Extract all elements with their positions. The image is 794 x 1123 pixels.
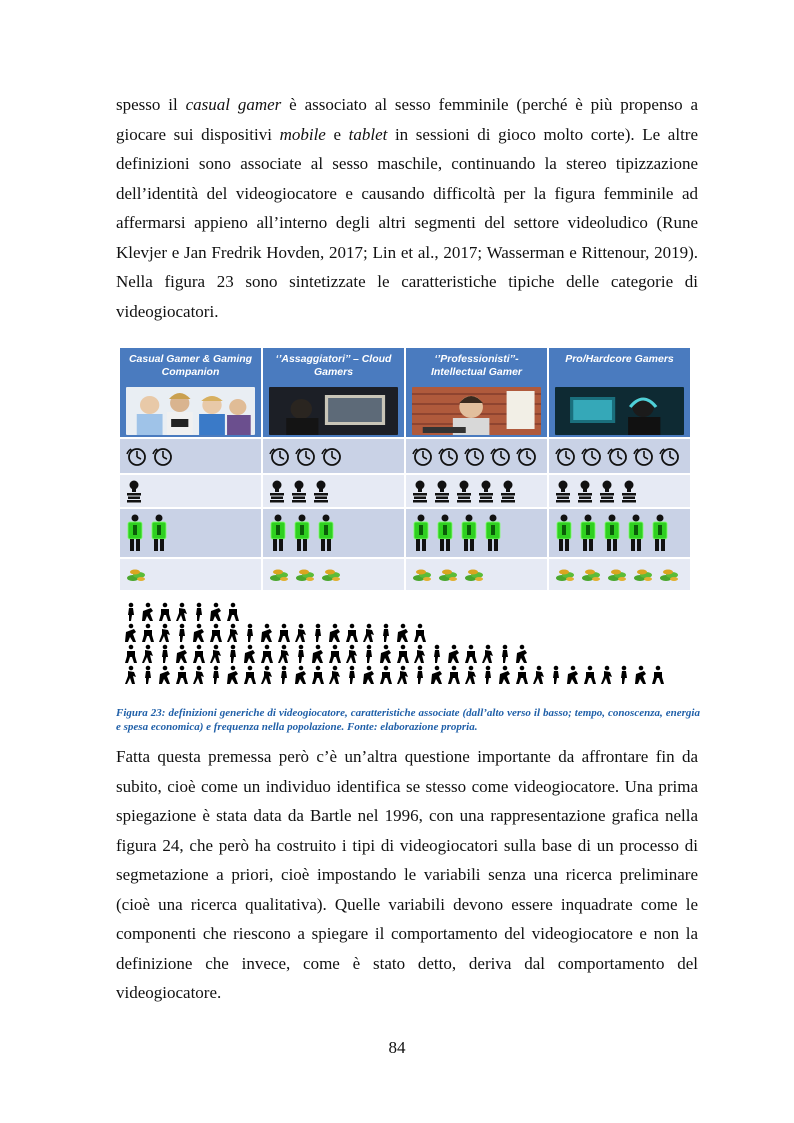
row-time (549, 437, 690, 473)
person-silhouette-icon (162, 645, 168, 663)
person-silhouette-icon (621, 666, 627, 684)
green-battery-person-icon (459, 513, 479, 553)
green-battery-person-icon (578, 513, 598, 553)
person-silhouette-icon (329, 666, 340, 684)
lightbulb-books-icon (477, 479, 495, 503)
green-battery-person-icon (435, 513, 455, 553)
paragraph-1 (116, 90, 698, 326)
green-battery-person-icon (268, 513, 288, 553)
person-silhouette-icon (601, 666, 612, 684)
person-silhouette-icon (227, 624, 238, 642)
column-title: ‘’Assaggiatori’’ – Cloud Gamers (275, 353, 392, 378)
lightbulb-books-icon (499, 479, 517, 503)
stopwatch-icon (658, 445, 680, 467)
person-silhouette-icon (397, 645, 409, 663)
row-time (263, 437, 404, 473)
person-silhouette-icon (176, 666, 188, 684)
person-silhouette-icon (142, 645, 153, 663)
person-silhouette-icon (414, 645, 425, 663)
row-energy (263, 507, 404, 557)
person-silhouette-icon (128, 603, 134, 621)
column-cloud (263, 348, 404, 592)
person-silhouette-icon (363, 666, 374, 684)
stopwatch-icon (437, 445, 459, 467)
column-title: Casual Gamer & Gaming Companion (128, 353, 253, 378)
money-stack-icon (632, 567, 654, 583)
person-silhouette-icon (366, 645, 372, 663)
money-stack-icon (294, 567, 316, 583)
person-silhouette-icon (516, 666, 528, 684)
stopwatch-icon (632, 445, 654, 467)
person-silhouette-icon (295, 666, 306, 684)
column-header (549, 348, 690, 437)
person-silhouette-icon (125, 666, 136, 684)
person-silhouette-icon (584, 666, 596, 684)
paragraph-2: Fatta questa premessa però c’è un’altra questione importante da affrontare fin da subito, cioè come un individuo identifica se stesso come videogiocatore. Una prima spiegazione è stata data da Bartle nel 1996, con una rappresentazione grafica nella figura 24, che però ha costruito i tipi di videogiocatori sulla base di un processo di segmetazione a priori, cioè impostando le variabili senza una ricerca preliminare (cioè una ricerca qualitativa). Quelle variabili devono essere inquadrate come le componenti che riescono a spiegare il comportamento del videogiocatore e non la definizione che invece, come è stato detto, deriva dal comportamento del videogiocatore. (116, 747, 698, 1002)
gamer-categories-figure (120, 348, 690, 592)
stopwatch-icon (554, 445, 576, 467)
lightbulb-books-icon (598, 479, 616, 503)
stopwatch-icon (294, 445, 316, 467)
row-money (120, 557, 261, 590)
casual-gamers-photo (126, 387, 255, 435)
silhouette-row (124, 665, 668, 690)
stopwatch-icon (125, 445, 147, 467)
row-time (120, 437, 261, 473)
person-silhouette-icon (380, 645, 391, 663)
person-silhouette-icon (434, 645, 440, 663)
row-money (263, 557, 404, 590)
stopwatch-icon (489, 445, 511, 467)
person-silhouette-icon (448, 645, 459, 663)
lightbulb-books-icon (576, 479, 594, 503)
money-stack-icon (320, 567, 342, 583)
person-silhouette-icon (145, 666, 151, 684)
row-knowledge (549, 473, 690, 507)
column-header (263, 348, 404, 437)
row-energy (549, 507, 690, 557)
person-silhouette-icon (193, 645, 205, 663)
row-time (406, 437, 547, 473)
stopwatch-icon (606, 445, 628, 467)
money-stack-icon (606, 567, 628, 583)
money-stack-icon (658, 567, 680, 583)
intellectual-gamer-photo (412, 387, 541, 435)
person-silhouette-icon (298, 645, 304, 663)
person-silhouette-icon (230, 645, 236, 663)
person-silhouette-icon (125, 624, 136, 642)
lightbulb-books-icon (620, 479, 638, 503)
person-silhouette-icon (482, 645, 493, 663)
person-silhouette-icon (349, 666, 355, 684)
person-silhouette-icon (210, 624, 222, 642)
person-silhouette-icon (281, 666, 287, 684)
person-silhouette-icon (176, 603, 187, 621)
stopwatch-icon (411, 445, 433, 467)
person-silhouette-icon (261, 645, 273, 663)
person-silhouette-icon (159, 624, 170, 642)
text-run: in sessioni di gioco molto corte). Le altre definizioni sono associate al sesso maschile, continuando la stereo tipizzazione dell’identità del videogiocatore e causando difficoltà per la figura femminile ad affermarsi appieno all’interno degli altri segmenti del settore videoludico (Rune Klevjer e Jan Fredrik Hovden, 2017; Lin et al., 2017; Wasserman e Rittenour, 2019). Nella figura 23 sono sintetizzate le caratteristiche tipiche delle categorie di videogiocatori. (116, 124, 698, 321)
person-silhouette-icon (417, 666, 423, 684)
hardcore-gamer-photo (555, 387, 684, 435)
stopwatch-icon (515, 445, 537, 467)
text-run-italic: mobile (279, 124, 326, 144)
person-silhouette-icon (499, 666, 510, 684)
person-silhouette-icon (295, 624, 306, 642)
text-run: e (325, 124, 349, 144)
person-silhouette-icon (159, 666, 170, 684)
money-stack-icon (437, 567, 459, 583)
cloud-gamer-photo (269, 387, 398, 435)
person-silhouette-icon (227, 603, 239, 621)
green-battery-person-icon (626, 513, 646, 553)
row-knowledge (406, 473, 547, 507)
lightbulb-books-icon (125, 479, 143, 503)
column-header (406, 348, 547, 437)
green-battery-person-icon (125, 513, 145, 553)
row-energy (120, 507, 261, 557)
person-silhouette-icon (210, 645, 221, 663)
person-silhouette-icon (196, 603, 202, 621)
figure-caption: Figura 23: definizioni generiche di videogiocatore, caratteristiche associate (dall’alto verso il basso; tempo, conoscenza, energia e spesa economica) e frequenza nella popolazione. Fonte: elaborazione propria. (116, 707, 700, 733)
person-silhouette-icon (533, 666, 544, 684)
green-battery-person-icon (411, 513, 431, 553)
stopwatch-icon (463, 445, 485, 467)
lightbulb-books-icon (411, 479, 429, 503)
green-battery-person-icon (602, 513, 622, 553)
green-battery-person-icon (483, 513, 503, 553)
column-title: Pro/Hardcore Gamers (565, 353, 674, 365)
person-silhouette-icon (652, 666, 664, 684)
person-silhouette-icon (346, 645, 357, 663)
column-hardcore (549, 348, 690, 592)
person-silhouette-icon (210, 603, 221, 621)
person-silhouette-icon (485, 666, 491, 684)
green-battery-person-icon (554, 513, 574, 553)
person-silhouette-icon (227, 666, 238, 684)
lightbulb-books-icon (268, 479, 286, 503)
lightbulb-books-icon (433, 479, 451, 503)
person-silhouette-icon (159, 603, 171, 621)
person-silhouette-icon (213, 666, 219, 684)
money-stack-icon (125, 567, 147, 583)
money-stack-icon (554, 567, 576, 583)
row-knowledge (263, 473, 404, 507)
person-silhouette-icon (397, 666, 408, 684)
text-run: spesso il (116, 95, 186, 114)
person-silhouette-icon (380, 666, 392, 684)
person-silhouette-icon (383, 624, 389, 642)
green-battery-person-icon (650, 513, 670, 553)
stopwatch-icon (151, 445, 173, 467)
person-silhouette-icon (553, 666, 559, 684)
money-stack-icon (411, 567, 433, 583)
person-silhouette-icon (448, 666, 460, 684)
person-silhouette-icon (329, 645, 341, 663)
lightbulb-books-icon (455, 479, 473, 503)
lightbulb-books-icon (290, 479, 308, 503)
person-silhouette-icon (312, 645, 323, 663)
text-run: è associato al sesso femminile (perché è più propenso a giocare sui dispositivi (116, 95, 699, 144)
column-header (120, 348, 261, 437)
row-money (406, 557, 547, 590)
person-silhouette-icon (142, 603, 153, 621)
lightbulb-books-icon (312, 479, 330, 503)
person-silhouette-icon (363, 624, 374, 642)
person-silhouette-icon (414, 624, 426, 642)
green-battery-person-icon (316, 513, 336, 553)
row-money (549, 557, 690, 590)
person-silhouette-icon (635, 666, 646, 684)
money-stack-icon (268, 567, 290, 583)
person-silhouette-icon (193, 624, 204, 642)
person-silhouette-icon (193, 666, 204, 684)
column-title: ‘’Professionisti’’- Intellectual Gamer (430, 353, 523, 378)
stopwatch-icon (580, 445, 602, 467)
person-silhouette-icon (278, 624, 290, 642)
person-silhouette-icon (431, 666, 442, 684)
person-silhouette-icon (261, 666, 272, 684)
person-silhouette-icon (346, 624, 358, 642)
person-silhouette-icon (329, 624, 340, 642)
person-silhouette-icon (179, 624, 185, 642)
row-energy (406, 507, 547, 557)
column-intellectual (406, 348, 547, 592)
green-battery-person-icon (292, 513, 312, 553)
person-silhouette-icon (312, 666, 324, 684)
money-stack-icon (580, 567, 602, 583)
person-silhouette-icon (261, 624, 272, 642)
person-silhouette-icon (176, 645, 187, 663)
column-casual (120, 348, 261, 592)
figure-grid (120, 348, 690, 592)
person-silhouette-icon (244, 645, 255, 663)
person-silhouette-icon (465, 645, 477, 663)
text-run-italic: tablet (348, 124, 388, 144)
person-silhouette-icon (465, 666, 476, 684)
person-silhouette-icon (502, 645, 508, 663)
person-silhouette-icon (247, 624, 253, 642)
person-silhouette-icon (142, 624, 154, 642)
stopwatch-icon (268, 445, 290, 467)
stopwatch-icon (320, 445, 342, 467)
person-silhouette-icon (315, 624, 321, 642)
person-silhouette-icon (567, 666, 578, 684)
person-silhouette-icon (278, 645, 289, 663)
person-silhouette-icon (516, 645, 527, 663)
person-silhouette-icon (125, 645, 137, 663)
population-frequency (124, 602, 694, 686)
lightbulb-books-icon (554, 479, 572, 503)
person-silhouette-icon (397, 624, 408, 642)
green-battery-person-icon (149, 513, 169, 553)
text-run-italic: casual gamer (185, 95, 282, 114)
page-number: 84 (388, 1038, 406, 1057)
person-silhouette-icon (244, 666, 256, 684)
money-stack-icon (463, 567, 485, 583)
row-knowledge (120, 473, 261, 507)
